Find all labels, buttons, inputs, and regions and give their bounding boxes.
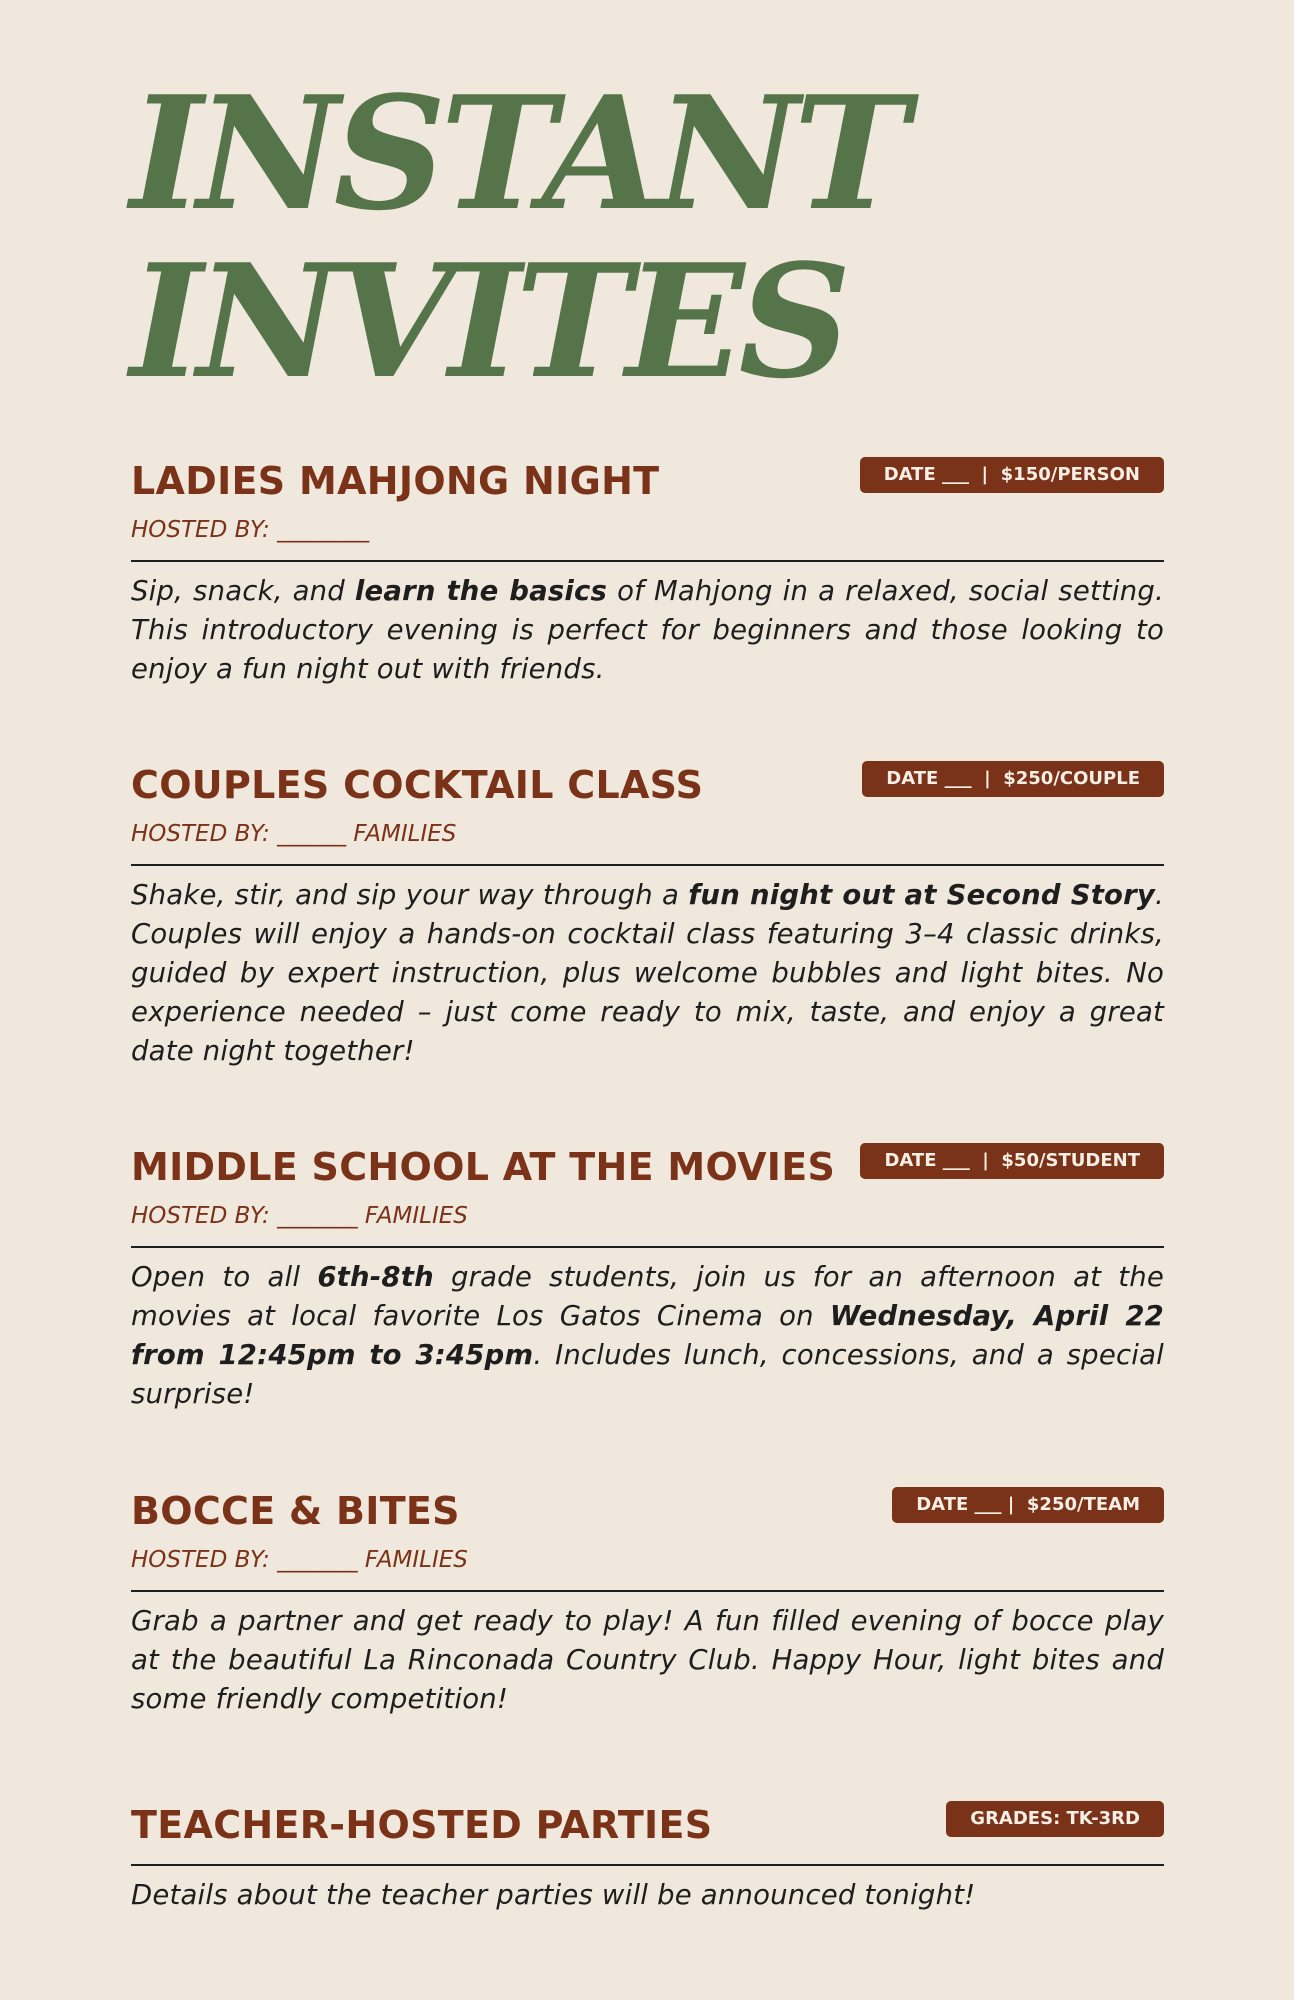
description-text: . Couples will enjoy a hands-on cocktail class featuring 3–4 classic drinks, guided by expert instruction, plus welcome bubbles and light bites. No experience needed – just come ready to mix, taste, and enjoy a great date night together! (131, 879, 1164, 1067)
event-description (131, 572, 1164, 689)
event-title: MIDDLE SCHOOL AT THE MOVIES (131, 1145, 836, 1189)
hosted-by: HOSTED BY: _______ FAMILIES (131, 1203, 468, 1229)
event-title: TEACHER-HOSTED PARTIES (131, 1803, 713, 1847)
description-emphasis: learn the basics (354, 575, 608, 607)
hosted-by: HOSTED BY: _______ FAMILIES (131, 1547, 468, 1573)
date-price-badge: DATE ___ | $150/PERSON (860, 457, 1164, 493)
event-header (131, 1486, 1164, 1536)
divider (131, 864, 1164, 866)
event-title: BOCCE & BITES (131, 1489, 460, 1533)
event-header (131, 760, 1164, 810)
event-ladies-mahjong-night (131, 456, 1164, 689)
description-emphasis: 6th-8th (317, 1261, 434, 1293)
event-couples-cocktail-class (131, 760, 1164, 1071)
description-text: of Mahjong in a relaxed, social setting. This introductory evening is perfect for beginners and those looking to enjoy a fun night out with friends. (131, 575, 1164, 685)
grades-badge: GRADES: TK-3RD (946, 1801, 1164, 1837)
divider (131, 1246, 1164, 1248)
event-description (131, 1602, 1164, 1719)
event-title: COUPLES COCKTAIL CLASS (131, 763, 704, 807)
event-header (131, 1142, 1164, 1192)
date-price-badge: DATE ___ | $250/TEAM (892, 1487, 1164, 1523)
date-price-badge: DATE ___ | $250/COUPLE (862, 761, 1164, 797)
title-line-1: INSTANT (130, 62, 904, 245)
page-title (130, 62, 904, 413)
event-header (131, 456, 1164, 506)
description-emphasis: fun night out at Second Story (688, 879, 1156, 911)
event-middle-school-at-the-movies (131, 1142, 1164, 1414)
description-text: grade students, join us for an afternoon at the movies at local favorite Los Gatos Cinema on (131, 1261, 1164, 1332)
description-text: Sip, snack, and (131, 575, 355, 607)
event-bocce-and-bites (131, 1486, 1164, 1719)
divider (131, 1590, 1164, 1592)
description-text: . Includes lunch, concessions, and a special surprise! (131, 1339, 1164, 1410)
description-text: Open to all (131, 1261, 318, 1293)
event-title: LADIES MAHJONG NIGHT (131, 459, 660, 503)
event-description (131, 876, 1164, 1071)
event-description (131, 1876, 1164, 1915)
date-price-badge: DATE ___ | $50/STUDENT (860, 1143, 1164, 1179)
hosted-by: HOSTED BY: ________ (131, 517, 370, 543)
divider (131, 1864, 1164, 1866)
title-line-2: INVITES (130, 230, 846, 413)
description-text: Grab a partner and get ready to play! A fun filled evening of bocce play at the beautiful La Rinconada Country Club. Happy Hour, light bites and some friendly competition! (131, 1605, 1164, 1715)
divider (131, 560, 1164, 562)
description-emphasis: Wednesday, April 22 from 12:45pm to 3:45pm (131, 1300, 1164, 1371)
event-description (131, 1258, 1164, 1414)
event-header (131, 1800, 1164, 1850)
description-text: Details about the teacher parties will be announced tonight! (131, 1879, 976, 1911)
hosted-by: HOSTED BY: ______ FAMILIES (131, 821, 457, 847)
description-text: Shake, stir, and sip your way through a (131, 879, 689, 911)
event-teacher-hosted-parties (131, 1800, 1164, 1915)
